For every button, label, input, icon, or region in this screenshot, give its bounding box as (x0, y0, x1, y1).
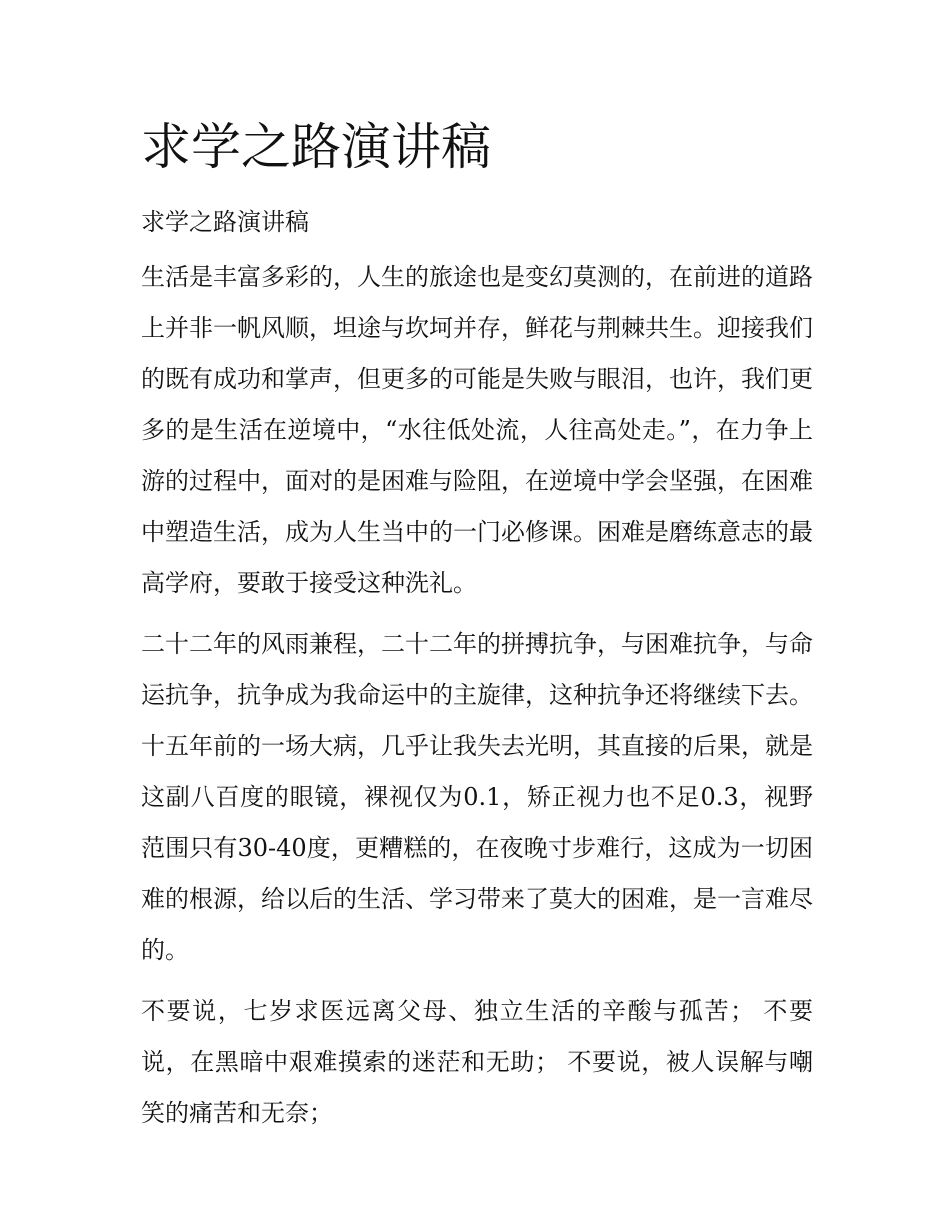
document-subtitle: 求学之路演讲稿 (141, 208, 309, 236)
document-title: 求学之路演讲稿 (141, 118, 491, 176)
document-body (141, 112, 813, 1139)
paragraph-2: 二十二年的风雨兼程，二十二年的拼搏抗争，与困难抗争，与命运抗争，抗争成为我命运中的主旋律，这种抗争还将继续下去。十五年前的一场大病，几乎让我失去光明，其直接的后果，就是这副八百度的眼镜，裸视仅为0.1，矫正视力也不足0.3，视野范围只有30-40度，更糟糕的，在夜晚寸步难行，这成为一切困难的根源，给以后的生活、学习带来了莫大的困难，是一言难尽的。 (141, 630, 813, 964)
paragraph-1: 生活是丰富多彩的，人生的旅途也是变幻莫测的，在前进的道路上并非一帆风顺，坦途与坎坷并存，鲜花与荆棘共生。迎接我们的既有成功和掌声，但更多的可能是失败与眼泪，也许，我们更多的是生活在逆境中，“水往低处流，人往高处走。”，在力争上游的过程中，面对的是困难与险阻，在逆境中学会坚强，在困难中塑造生活，成为人生当中的一门必修课。困难是磨练意志的最高学府，要敢于接受这种洗礼。 (141, 263, 813, 597)
paragraph-3: 不要说，七岁求医远离父母、独立生活的辛酸与孤苦； 不要说，在黑暗中艰难摸索的迷茫和无助； 不要说，被人误解与嘲笑的痛苦和无奈； (141, 997, 813, 1127)
